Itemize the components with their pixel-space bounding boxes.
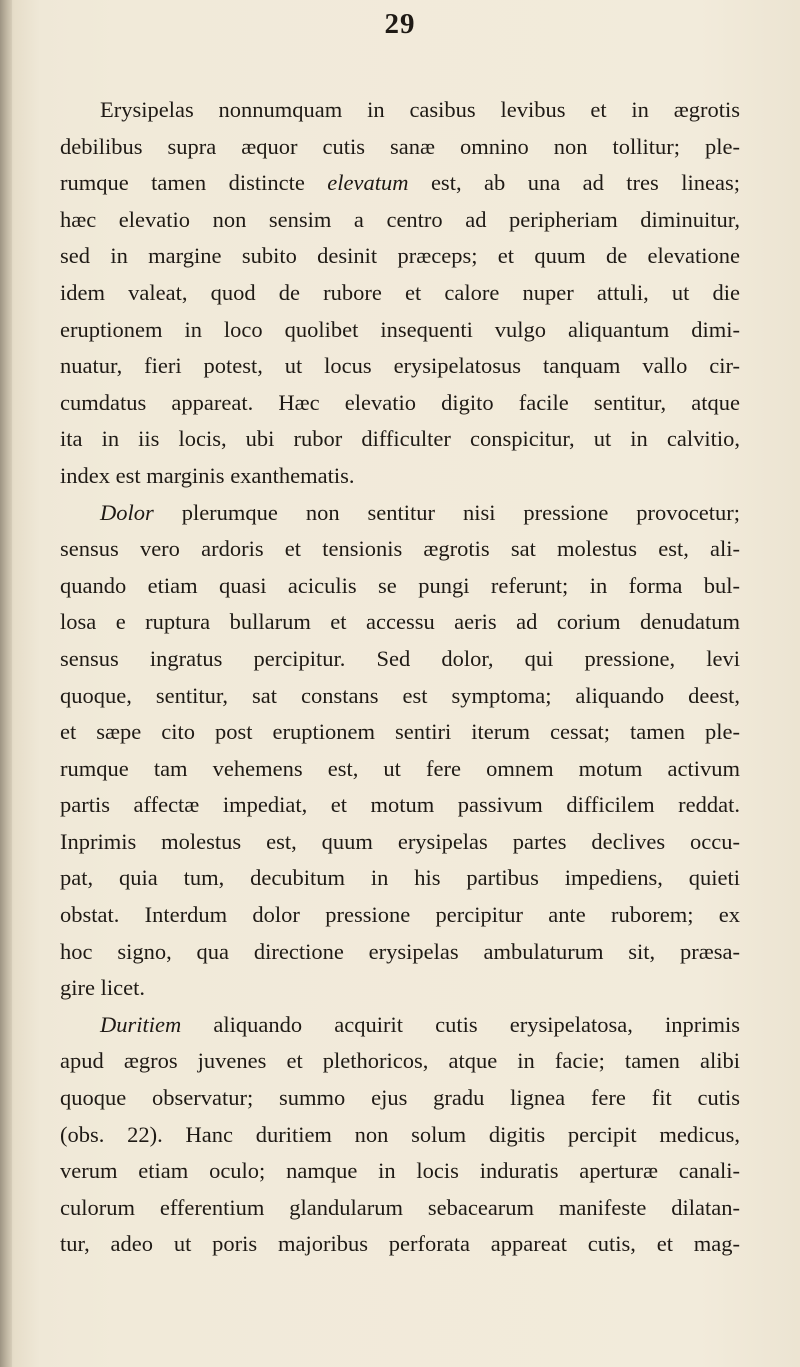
text-line: obstat. Interdum dolor pressione percipitur ante ruborem; ex (60, 902, 740, 928)
text-line: debilibus supra æquor cutis sanæ omnino non tollitur; ple- (60, 133, 740, 159)
text-line: hoc signo, qua directione erysipelas ambulaturum sit, præsa- (60, 938, 740, 964)
text-line: ita in iis locis, ubi rubor difficulter conspicitur, ut in calvitio, (60, 426, 740, 452)
text-line: quando etiam quasi aciculis se pungi referunt; in forma bul- (60, 572, 740, 598)
text-line: tur, adeo ut poris majoribus perforata appareat cutis, et mag- (60, 1231, 740, 1257)
emphasis-dolor: Dolor (100, 499, 154, 525)
page-binding-edge (0, 0, 12, 1367)
text-line: culorum efferentium glandularum sebacearum manifeste dilatan- (60, 1194, 740, 1220)
text-line: quoque, sentitur, sat constans est symptoma; aliquando deest, (60, 682, 740, 708)
text-line: idem valeat, quod de rubore et calore nuper attuli, ut die (60, 279, 740, 305)
text-line: et sæpe cito post eruptionem sentiri iterum cessat; tamen ple- (60, 719, 740, 745)
text-line: pat, quia tum, decubitum in his partibus impediens, quieti (60, 865, 740, 891)
text-line: gire licet. (60, 975, 145, 1001)
text-line: (obs. 22). Hanc duritiem non solum digitis percipit medicus, (60, 1121, 740, 1147)
text-line: sensus vero ardoris et tensionis ægrotis sat molestus est, ali- (60, 536, 740, 562)
page-number: 29 (384, 8, 416, 40)
text-line: nuatur, fieri potest, ut locus erysipelatosus tanquam vallo cir- (60, 353, 740, 379)
text-line: Duritiem aliquando acquirit cutis erysipelatosa, inprimis (100, 1011, 740, 1037)
text-line: Dolor plerumque non sentitur nisi pressione provocetur; (100, 499, 740, 525)
text-line: losa e ruptura bullarum et accessu aeris ad corium denudatum (60, 609, 740, 635)
body-text (60, 92, 740, 1263)
text-line: rumque tamen distincte elevatum est, ab una ad tres lineas; (60, 170, 740, 196)
text-line: verum etiam oculo; namque in locis induratis aperturæ canali- (60, 1158, 740, 1184)
text-line: Inprimis molestus est, quum erysipelas partes declives occu- (60, 828, 740, 854)
text-line: cumdatus appareat. Hæc elevatio digito facile sentitur, atque (60, 389, 740, 415)
emphasis-elevatum: elevatum (327, 170, 409, 196)
text-line: index est marginis exanthematis. (60, 462, 355, 488)
text-line: sed in margine subito desinit præceps; et quum de elevatione (60, 243, 740, 269)
emphasis-duritiem: Duritiem (100, 1011, 182, 1037)
text-line: partis affectæ impediat, et motum passivum difficilem reddat. (60, 792, 740, 818)
text-line: rumque tam vehemens est, ut fere omnem motum activum (60, 755, 740, 781)
text-line: sensus ingratus percipitur. Sed dolor, qui pressione, levi (60, 645, 740, 671)
text-line: hæc elevatio non sensim a centro ad peripheriam diminuitur, (60, 206, 740, 232)
text-line: eruptionem in loco quolibet insequenti vulgo aliquantum dimi- (60, 316, 740, 342)
text-line: Erysipelas nonnumquam in casibus levibus et in ægrotis (100, 97, 740, 122)
text-line: apud ægros juvenes et plethoricos, atque in facie; tamen alibi (60, 1048, 740, 1074)
text-line: quoque observatur; summo ejus gradu lignea fere fit cutis (60, 1085, 740, 1111)
